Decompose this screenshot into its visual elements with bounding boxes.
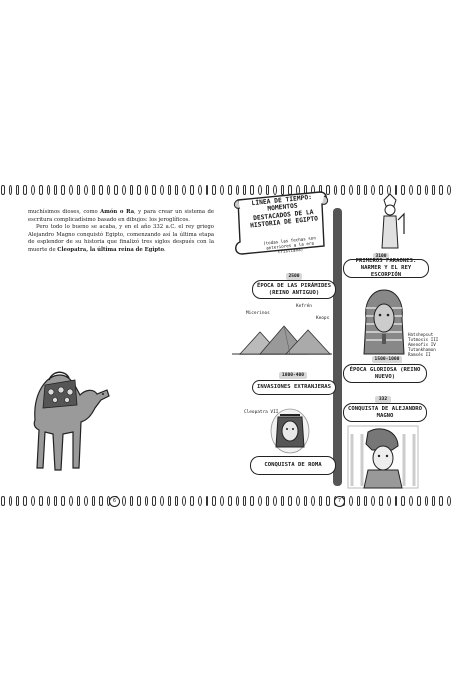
hieroglyph-icon: [281, 496, 284, 506]
hieroglyph-icon: [39, 185, 43, 195]
hieroglyph-icon: [266, 496, 270, 506]
hieroglyph-icon: [114, 185, 118, 195]
hieroglyph-icon: [168, 496, 171, 506]
hieroglyph-icon: [61, 185, 65, 195]
timeline-subtitle: (todas las fechas son anteriores a la era cristiana): [262, 235, 317, 255]
hieroglyph-icon: [371, 496, 375, 506]
hieroglyph-icon: [84, 185, 88, 195]
hieroglyph-icon: [152, 496, 156, 506]
hieroglyph-icon: [16, 185, 19, 195]
event-date: 1500-1000: [372, 356, 402, 363]
camel-illustration: [15, 350, 115, 490]
hieroglyph-icon: [160, 185, 164, 195]
hieroglyph-icon: [39, 496, 43, 506]
hieroglyph-icon: [122, 496, 126, 506]
pyramid-name: Keops: [316, 316, 330, 321]
event-date: 1800-400: [279, 372, 307, 379]
hieroglyph-icon: [273, 496, 277, 506]
hieroglyph-icon: [130, 496, 133, 506]
hieroglyph-icon: [23, 185, 27, 195]
event-label: CONQUISTA DE ALEJANDRO MAGNO: [343, 403, 427, 422]
hieroglyph-icon: [47, 185, 51, 195]
hieroglyph-icon: [190, 185, 194, 195]
hieroglyph-icon: [349, 185, 353, 195]
hieroglyph-icon: [417, 185, 421, 195]
hieroglyph-icon: [288, 496, 292, 506]
hieroglyph-icon: [69, 185, 73, 195]
narmer-illustration: [370, 190, 410, 252]
hieroglyph-icon: [16, 496, 19, 506]
hieroglyph-icon: [432, 496, 435, 506]
pharaoh-name: Ramsés II: [408, 352, 431, 357]
hieroglyph-icon: [1, 496, 5, 506]
hieroglyph-icon: [54, 496, 57, 506]
event-label: CONQUISTA DE ROMA: [250, 456, 336, 475]
hieroglyph-icon: [432, 185, 435, 195]
event-date: 2500: [286, 273, 302, 280]
hieroglyph-icon: [152, 185, 156, 195]
hieroglyph-icon: [425, 496, 429, 506]
hieroglyph-icon: [99, 185, 103, 195]
hieroglyph-icon: [31, 185, 35, 195]
hieroglyph-icon: [47, 496, 51, 506]
hieroglyph-icon: [1, 185, 5, 195]
hieroglyph-icon: [220, 496, 224, 506]
event-date: 332: [375, 396, 391, 403]
hieroglyph-icon: [357, 496, 360, 506]
hieroglyph-icon: [137, 496, 141, 506]
hieroglyph-icon: [357, 185, 360, 195]
hieroglyph-icon: [212, 496, 216, 506]
hieroglyph-icon: [296, 496, 300, 506]
pharaoh-name: Hatshepsut: [408, 332, 434, 337]
hieroglyph-icon: [99, 496, 103, 506]
hieroglyph-icon: [182, 496, 186, 506]
cleopatra-label: Cleopatra VII: [244, 410, 279, 415]
alexander-illustration: [346, 424, 420, 490]
paragraph-2: Pero todo lo bueno se acaba, y en el año 332 a.C. el rey griego Alejandro Magno conquistó Egipto, comenzando así la última etapa de esplendor de su historia que finalizó tres siglos después con la muerte de Cleopatra, la última reina de Egipto.: [28, 224, 214, 253]
hieroglyph-icon: [364, 185, 368, 195]
hieroglyph-icon: [61, 496, 65, 506]
hieroglyph-icon: [379, 496, 383, 506]
hieroglyph-icon: [107, 185, 111, 195]
pharaoh-name: Tutmosis III: [408, 337, 439, 342]
hieroglyph-icon: [92, 185, 95, 195]
hieroglyph-icon: [54, 185, 57, 195]
hieroglyph-icon: [228, 496, 232, 506]
event-label: INVASIONES EXTRANJERAS: [252, 380, 336, 395]
timeline-axis: [333, 208, 342, 486]
hieroglyph-icon: [258, 496, 262, 506]
hieroglyph-icon: [145, 496, 149, 506]
hieroglyph-icon: [409, 496, 413, 506]
hieroglyph-icon: [160, 496, 164, 506]
hieroglyph-icon: [220, 185, 224, 195]
timeline-title: LÍNEA DE TIEMPO: MOMENTOS DESTACADOS DE LA HISTORIA DE EGIPTO: [249, 193, 319, 230]
hieroglyph-icon: [9, 496, 13, 506]
event-label: PRIMEROS FARAONES: NARMER Y EL REY ESCORPIÓN: [343, 259, 429, 278]
hieroglyph-icon: [417, 496, 421, 506]
pyramid-name: Kefrén: [296, 304, 312, 309]
hieroglyph-icon: [364, 496, 368, 506]
hieroglyph-icon: [77, 496, 81, 506]
hieroglyph-border-bottom: [0, 495, 452, 507]
hieroglyph-icon: [122, 185, 126, 195]
body-text: [28, 209, 214, 255]
hieroglyph-icon: [9, 185, 13, 195]
hieroglyph-icon: [206, 185, 209, 195]
hieroglyph-icon: [84, 496, 88, 506]
hieroglyph-icon: [182, 185, 186, 195]
hieroglyph-icon: [212, 185, 216, 195]
hieroglyph-icon: [175, 185, 179, 195]
hieroglyph-icon: [447, 185, 451, 195]
hieroglyph-icon: [334, 185, 338, 195]
hieroglyph-icon: [395, 496, 398, 506]
hieroglyph-icon: [23, 496, 27, 506]
hieroglyph-icon: [190, 496, 194, 506]
pharaoh-name: Tutankhamon: [408, 347, 436, 352]
page-number-right: 7: [334, 496, 345, 507]
hieroglyph-icon: [198, 496, 202, 506]
hieroglyph-icon: [447, 496, 451, 506]
pharaoh-name: Amenofis IV: [408, 342, 436, 347]
hieroglyph-icon: [175, 496, 179, 506]
page-number-left: 6: [109, 496, 120, 507]
cleopatra-illustration: [270, 407, 310, 455]
hieroglyph-icon: [311, 496, 315, 506]
hieroglyph-icon: [137, 185, 141, 195]
hieroglyph-icon: [250, 496, 254, 506]
hieroglyph-icon: [243, 496, 246, 506]
hieroglyph-icon: [77, 185, 81, 195]
tutankhamun-mask-illustration: [362, 288, 406, 356]
hieroglyph-icon: [341, 185, 345, 195]
pyramids-illustration: [232, 318, 332, 358]
hieroglyph-icon: [31, 496, 35, 506]
hieroglyph-icon: [349, 496, 353, 506]
hieroglyph-icon: [387, 496, 391, 506]
pyramid-name: Micerinos: [246, 311, 270, 316]
hieroglyph-icon: [326, 496, 330, 506]
paragraph-1: muchísimos dioses, como Amón o Ra, y para crear un sistema de escritura complicadísimo basado en dibujos: los jeroglíficos.: [28, 209, 215, 223]
hieroglyph-icon: [206, 496, 209, 506]
hieroglyph-icon: [198, 185, 202, 195]
hieroglyph-icon: [130, 185, 133, 195]
pharaoh-name-list: [408, 332, 438, 357]
hieroglyph-icon: [439, 496, 443, 506]
hieroglyph-icon: [401, 496, 405, 506]
hieroglyph-icon: [69, 496, 73, 506]
event-label: ÉPOCA DE LAS PIRÁMIDES (REINO ANTIGUO): [252, 280, 336, 299]
event-date: 3100: [373, 253, 389, 260]
event-label: ÉPOCA GLORIOSA (REINO NUEVO): [343, 364, 427, 383]
hieroglyph-icon: [236, 496, 240, 506]
hieroglyph-icon: [145, 185, 149, 195]
hieroglyph-icon: [168, 185, 171, 195]
hieroglyph-icon: [304, 496, 308, 506]
hieroglyph-icon: [425, 185, 429, 195]
hieroglyph-icon: [439, 185, 443, 195]
hieroglyph-icon: [92, 496, 95, 506]
hieroglyph-icon: [319, 496, 322, 506]
